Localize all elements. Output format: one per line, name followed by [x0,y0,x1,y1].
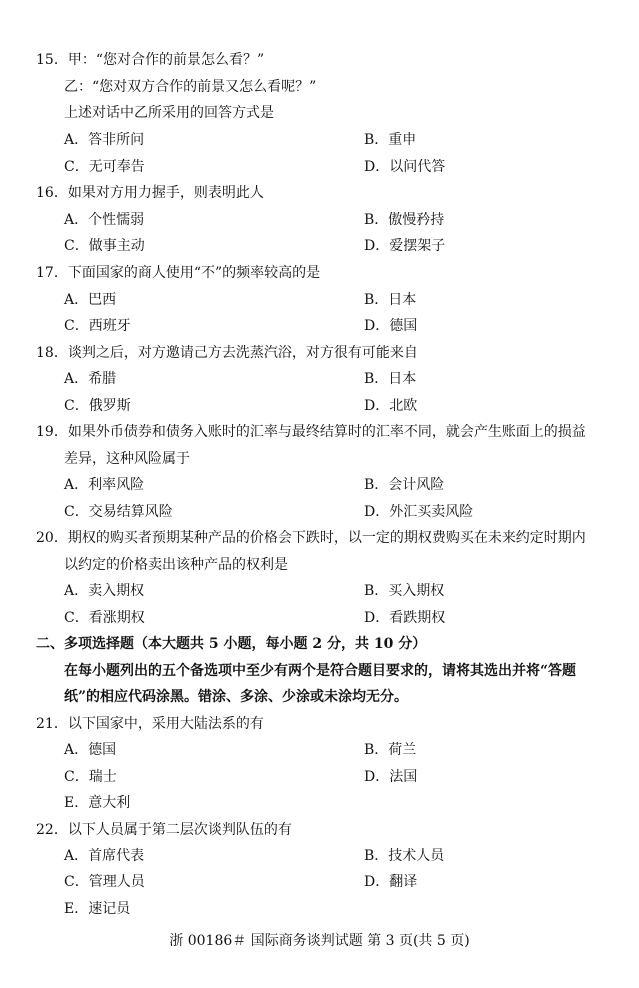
question-22-option-a: A．首席代表 [64,848,145,864]
question-15-option-d: D．以问代答 [364,159,446,175]
question-18-option-b: B．日本 [364,371,417,387]
section-2-instructions-line2: 纸”的相应代码涂黑。错涂、多涂、少涂或未涂均无分。 [64,689,409,705]
question-19-option-c: C．交易结算风险 [64,504,173,520]
question-20-option-a: A．卖入期权 [64,583,145,599]
question-17-option-a: A．巴西 [64,292,117,308]
question-20-stem-line2: 以约定的价格卖出该种产品的权利是 [64,557,288,573]
question-15-stem-line3: 上述对话中乙所采用的回答方式是 [64,105,274,121]
page-footer: 浙 00186＃ 国际商务谈判试题 第 3 页(共 5 页) [169,933,470,949]
question-20-option-b: B．买入期权 [364,583,445,599]
question-22-option-d: D．翻译 [364,874,418,890]
question-22-option-c: C．管理人员 [64,874,145,890]
question-21-option-a: A．德国 [64,742,117,758]
question-22-option-b: B．技术人员 [364,848,445,864]
question-19-option-a: A．利率风险 [64,477,145,493]
question-15-stem-line2: 乙：“您对双方合作的前景又怎么看呢？” [64,79,317,95]
question-16-option-a: A．个性懦弱 [64,212,145,228]
question-18-option-a: A．希腊 [64,371,117,387]
question-22-stem: 22．以下人员属于第二层次谈判队伍的有 [36,822,292,838]
question-19-stem: 19．如果外币债券和债务入账时的汇率与最终结算时的汇率不同，就会产生账面上的损益 [36,424,586,440]
question-15-option-b: B．重申 [364,132,417,148]
question-21-option-c: C．瑞士 [64,769,117,785]
question-19-option-d: D．外汇买卖风险 [364,504,474,520]
question-15-option-c: C．无可奉告 [64,159,145,175]
question-17-stem: 17．下面国家的商人使用“不”的频率较高的是 [36,265,321,281]
question-19-option-b: B．会计风险 [364,477,445,493]
question-15-option-a: A．答非所问 [64,132,145,148]
question-22-option-e: E．速记员 [64,901,131,917]
question-15-stem: 15．甲：“您对合作的前景怎么看？” [36,52,265,68]
question-21-stem: 21．以下国家中，采用大陆法系的有 [36,716,264,732]
section-2-title: 二、多项选择题（本大题共 5 小题，每小题 2 分，共 10 分） [36,636,427,652]
question-18-stem: 18．谈判之后，对方邀请己方去洗蒸汽浴，对方很有可能来自 [36,345,418,361]
question-16-option-d: D．爱摆架子 [364,238,446,254]
question-20-option-c: C．看涨期权 [64,610,145,626]
question-18-option-d: D．北欧 [364,398,418,414]
question-18-option-c: C．俄罗斯 [64,398,131,414]
question-16-stem: 16．如果对方用力握手，则表明此人 [36,185,264,201]
question-20-stem: 20．期权的购买者预期某种产品的价格会下跌时，以一定的期权费购买在未来约定时期内 [36,530,586,546]
question-16-option-b: B．傲慢矜持 [364,212,445,228]
section-2-instructions: 在每小题列出的五个备选项中至少有两个是符合题目要求的，请将其选出并将“答题 [64,663,577,679]
question-17-option-b: B．日本 [364,292,417,308]
question-20-option-d: D．看跌期权 [364,610,446,626]
question-16-option-c: C．做事主动 [64,238,145,254]
question-17-option-d: D．德国 [364,318,418,334]
question-17-option-c: C．西班牙 [64,318,131,334]
question-21-option-b: B．荷兰 [364,742,417,758]
question-21-option-e: E．意大利 [64,795,131,811]
question-21-option-d: D．法国 [364,769,418,785]
question-19-stem-line2: 差异，这种风险属于 [64,451,190,467]
